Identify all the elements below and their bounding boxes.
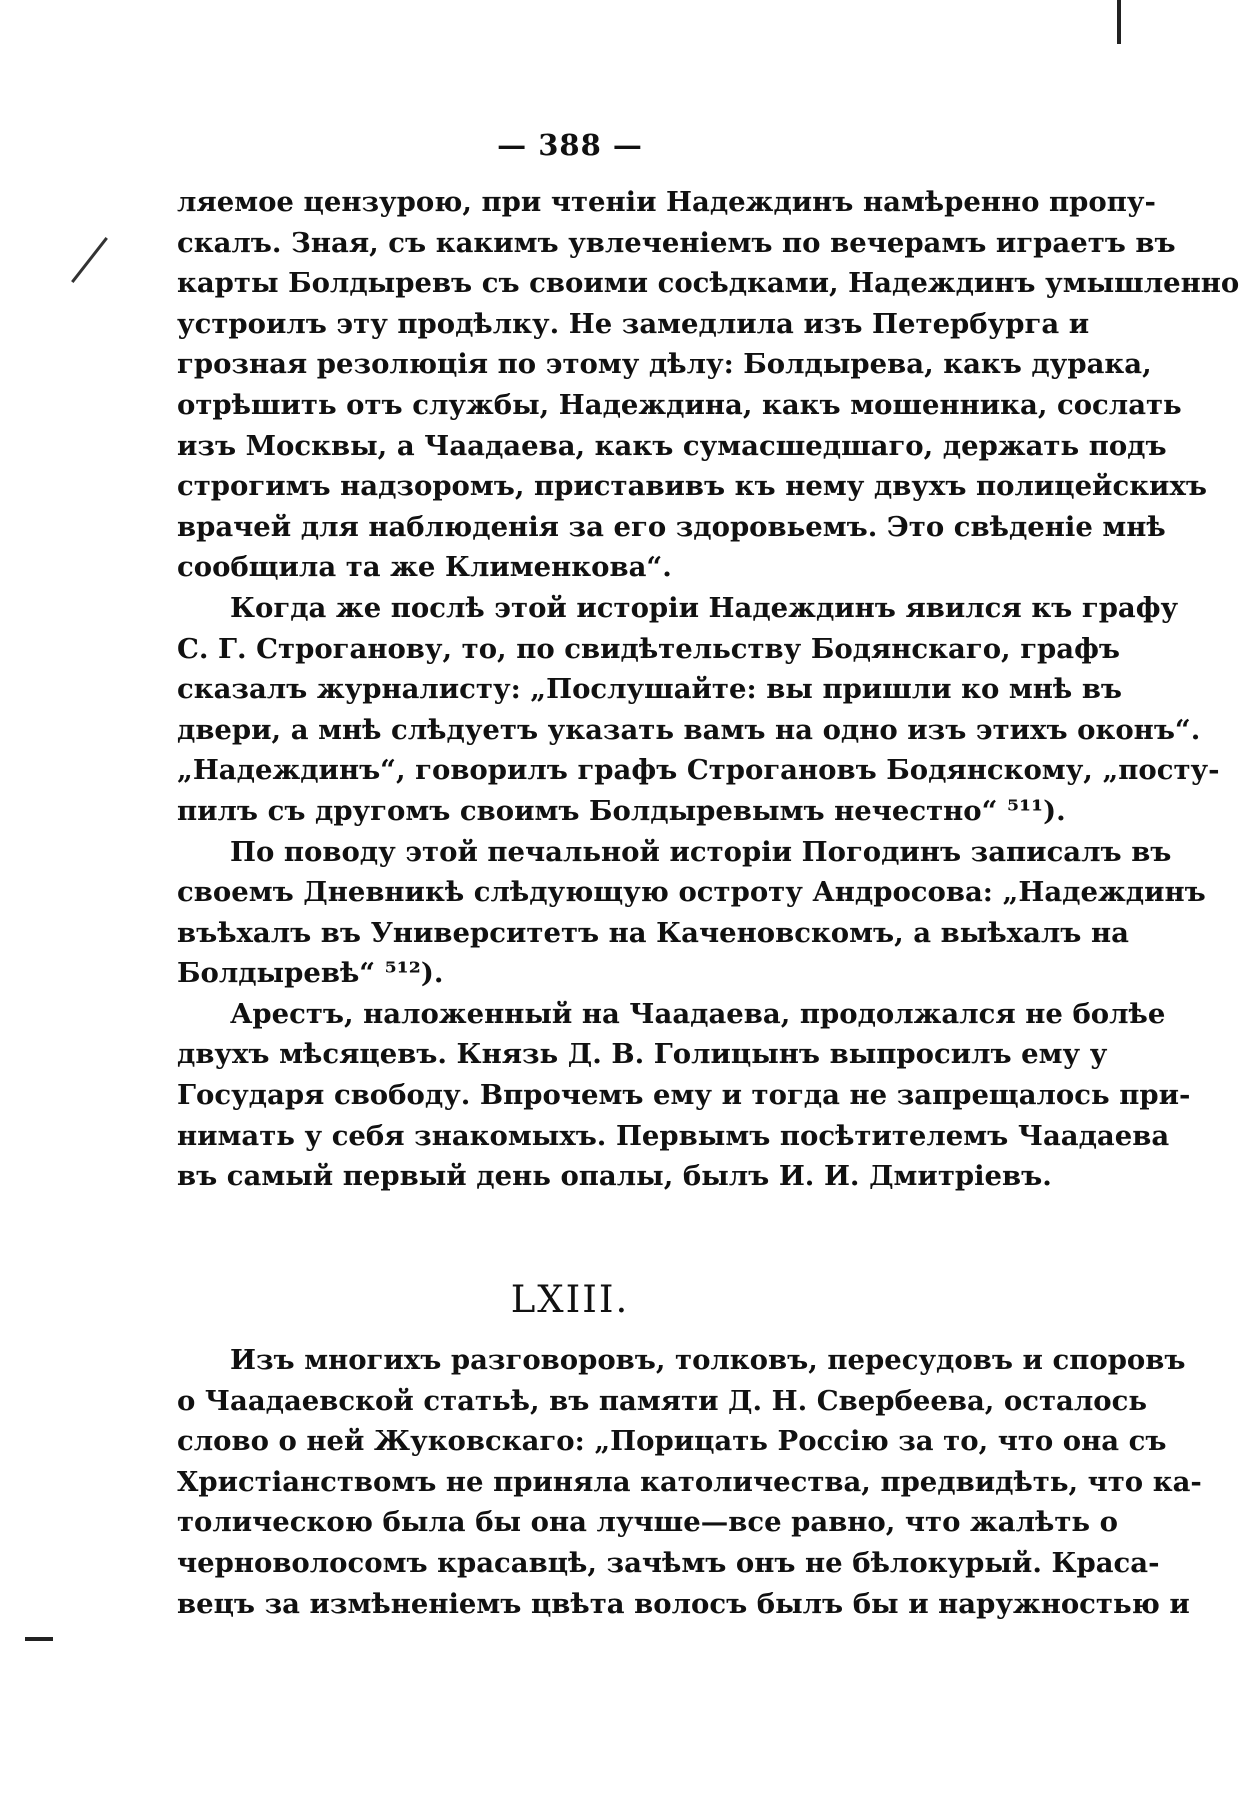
text-line: изъ Москвы, а Чаадаева, какъ сумасшедшаго, держать подъ	[177, 429, 1167, 462]
text-line: По поводу этой печальной исторіи Погодинъ записалъ въ	[230, 835, 1172, 868]
text-line: скалъ. Зная, съ какимъ увлеченіемъ по вечерамъ играетъ въ	[177, 226, 1176, 259]
text-line: въѣхалъ въ Университетъ на Каченовскомъ, а выѣхалъ на	[177, 916, 1129, 949]
margin-dash-mark	[25, 1637, 53, 1641]
page-edge-mark	[1117, 0, 1121, 44]
text-line: карты Болдыревъ съ своими сосѣдками, Надеждинъ умышленно	[177, 267, 1239, 300]
text-line: черноволосомъ красавцѣ, зачѣмъ онъ не бѣлокурый. Краса-	[177, 1546, 1160, 1579]
text-line: пилъ съ другомъ своимъ Болдыревымъ нечестно“ ⁵¹¹).	[177, 794, 1066, 827]
text-line: строгимъ надзоромъ, приставивъ къ нему двухъ полицейскихъ	[177, 470, 1207, 503]
body-text-top	[177, 182, 1239, 1197]
text-line: Когда же послѣ этой исторіи Надеждинъ явился къ графу	[230, 591, 1179, 624]
text-line: устроилъ эту продѣлку. Не замедлила изъ Петербурга и	[177, 307, 1090, 340]
text-line: грозная резолюція по этому дѣлу: Болдырева, какъ дурака,	[177, 348, 1152, 381]
text-line: своемъ Дневникѣ слѣдующую остроту Андросова: „Надеждинъ	[177, 876, 1206, 909]
text-line: Арестъ, наложенный на Чаадаева, продолжался не болѣе	[230, 997, 1166, 1030]
text-line: Государя свободу. Впрочемъ ему и тогда не запрещалось при-	[177, 1079, 1191, 1112]
text-line: двухъ мѣсяцевъ. Князь Д. В. Голицынъ выпросилъ ему у	[177, 1038, 1108, 1071]
text-line: о Чаадаевской статьѣ, въ памяти Д. Н. Свербеева, осталось	[177, 1384, 1148, 1417]
text-line: врачей для наблюденія за его здоровьемъ. Это свѣденіе мнѣ	[177, 510, 1166, 543]
text-line: ляемое цензурою, при чтеніи Надеждинъ намѣренно пропу-	[177, 186, 1156, 218]
text-line: двери, а мнѣ слѣдуетъ указать вамъ на одно изъ этихъ оконъ“.	[177, 713, 1201, 746]
text-line: нимать у себя знакомыхъ. Первымъ посѣтителемъ Чаадаева	[177, 1119, 1170, 1152]
text-line: сообщила та же Клименкова“.	[177, 551, 672, 584]
text-line: Изъ многихъ разговоровъ, толковъ, пересудовъ и споровъ	[230, 1344, 1186, 1376]
text-line: „Надеждинъ“, говорилъ графъ Строгановъ Бодянскому, „посту-	[177, 754, 1220, 787]
body-text-bottom	[177, 1340, 1202, 1624]
text-line: сказалъ журналисту: „Послушайте: вы пришли ко мнѣ въ	[177, 673, 1123, 706]
text-line: С. Г. Строганову, то, по свидѣтельству Бодянскаго, графъ	[177, 632, 1120, 665]
text-line: вецъ за измѣненіемъ цвѣта волосъ былъ бы и наружностью и	[177, 1587, 1190, 1620]
text-line: толическою была бы она лучше—все равно, что жалѣть о	[177, 1506, 1118, 1539]
section-heading: LXIII.	[510, 1278, 630, 1321]
margin-pencil-mark	[71, 237, 108, 283]
page-number: — 388 —	[497, 128, 643, 162]
text-line: въ самый первый день опалы, былъ И. И. Дмитріевъ.	[177, 1160, 1052, 1193]
text-line: Болдыревѣ“ ⁵¹²).	[177, 957, 444, 990]
text-line: Христіанствомъ не приняла католичества, предвидѣть, что ка-	[177, 1465, 1202, 1498]
text-line: слово о ней Жуковскаго: „Порицать Россію за то, что она съ	[177, 1425, 1167, 1458]
text-line: отрѣшить отъ службы, Надеждина, какъ мошенника, сослать	[177, 388, 1182, 421]
